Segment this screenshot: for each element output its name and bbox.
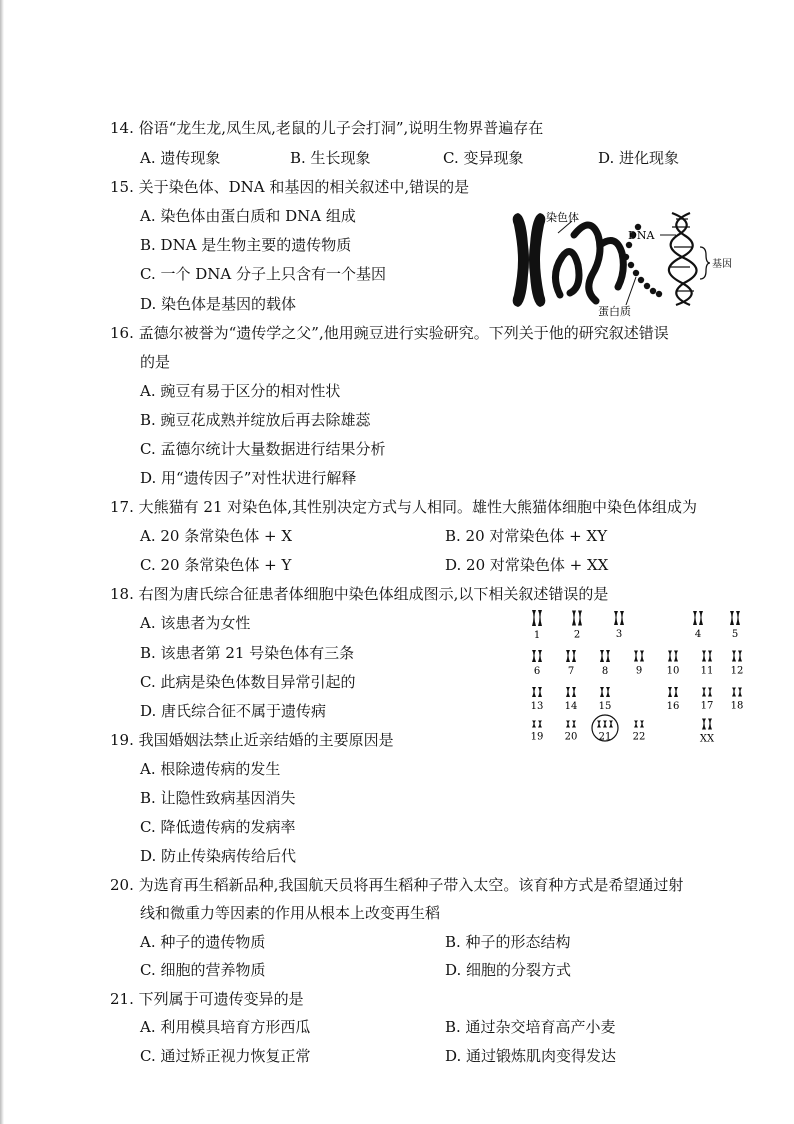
karyotype-label-3: 3 — [615, 629, 623, 640]
gene-brace-icon — [700, 247, 710, 279]
karyotype-label-13: 13 — [530, 701, 544, 712]
question-15-option-a: A. 染色体由蛋白质和 DNA 组成 — [140, 207, 356, 225]
question-15-option-d: D. 染色体是基因的载体 — [140, 295, 297, 313]
chromosome-pair-18 — [731, 688, 744, 712]
question-19-option-b: B. 让隐性致病基因消失 — [140, 789, 296, 807]
karyotype-label-18: 18 — [730, 700, 744, 712]
label-dna: DNA — [628, 229, 655, 242]
question-21-option-a: A. 利用模具培育方形西瓜 — [140, 1018, 311, 1036]
question-20-stem-line1: 20. 为选育再生稻新品种,我国航天员将再生稻种子带入太空。该育种方式是希望通过射 — [110, 876, 684, 894]
label-protein: 蛋白质 — [598, 305, 631, 318]
karyotype-label-6: 6 — [533, 666, 541, 677]
chromosome-pair-21 — [592, 715, 618, 743]
chromosome-dna-figure — [500, 205, 750, 320]
question-16-option-d: D. 用“遗传因子”对性状进行解释 — [140, 469, 357, 487]
question-17-option-d: D. 20 对常染色体 + XX — [445, 556, 609, 574]
question-15-option-c: C. 一个 DNA 分子上只含有一个基因 — [140, 265, 386, 283]
question-14-option-a: A. 遗传现象 — [140, 149, 221, 167]
chromosome-pair-4 — [693, 611, 703, 640]
question-18-option-b: B. 该患者第 21 号染色体有三条 — [140, 644, 355, 662]
chromosome-pair-12 — [731, 651, 744, 677]
chromosome-pair-3 — [614, 611, 624, 640]
karyotype-label-16: 16 — [666, 701, 680, 712]
chromosome-pair-11 — [701, 651, 714, 677]
chromosome-pair-5 — [730, 611, 740, 640]
question-19-option-a: A. 根除遗传病的发生 — [140, 760, 281, 778]
karyotype-label-17: 17 — [700, 700, 714, 712]
chromosome-pair-9 — [634, 651, 644, 677]
chromosome-pair-1 — [532, 610, 542, 641]
question-19-option-c: C. 降低遗传病的发病率 — [140, 818, 296, 836]
karyotype-label-10: 10 — [666, 665, 680, 677]
question-20-option-a: A. 种子的遗传物质 — [140, 933, 266, 951]
question-16-stem-line1: 16. 孟德尔被誉为“遗传学之父”,他用豌豆进行实验研究。下列关于他的研究叙述错误 — [110, 324, 669, 342]
question-17-option-b: B. 20 对常染色体 + XY — [445, 527, 608, 545]
question-14-option-c: C. 变异现象 — [443, 149, 524, 167]
question-21-option-c: C. 通过矫正视力恢复正常 — [140, 1047, 311, 1065]
question-14-option-d: D. 进化现象 — [598, 149, 680, 167]
question-19-option-d: D. 防止传染病传给后代 — [140, 847, 297, 865]
question-18-option-c: C. 此病是染色体数目异常引起的 — [140, 673, 356, 691]
dna-helix-icon — [669, 213, 697, 305]
label-gene: 基因 — [712, 259, 732, 270]
question-20-option-b: B. 种子的形态结构 — [445, 933, 571, 951]
chromosome-pair-10 — [667, 651, 680, 677]
question-17-stem: 17. 大熊猫有 21 对染色体,其性别决定方式与人相同。雄性大熊猫体细胞中染色体组成为 — [110, 498, 698, 516]
chromosome-pair-17 — [701, 688, 714, 712]
question-14-option-b: B. 生长现象 — [290, 149, 371, 167]
question-18-option-a: A. 该患者为女性 — [140, 614, 251, 632]
chromosome-pair-16 — [667, 687, 680, 712]
question-20-option-d: D. 细胞的分裂方式 — [445, 961, 572, 979]
karyotype-label-15: 15 — [598, 701, 612, 712]
chromosome-pair-2 — [572, 611, 582, 641]
karyotype-label-7: 7 — [567, 666, 575, 677]
question-18-option-d: D. 唐氏综合征不属于遗传病 — [140, 702, 327, 720]
protein-pointer — [626, 277, 636, 305]
question-14-stem: 14. 俗语“龙生龙,凤生凤,老鼠的儿子会打洞”,说明生物界普遍存在 — [110, 119, 544, 137]
question-16-option-a: A. 豌豆有易于区分的相对性状 — [140, 382, 341, 400]
question-15-option-b: B. DNA 是生物主要的遗传物质 — [140, 236, 352, 254]
chromatin-coil-icon — [555, 225, 623, 301]
chromosome-pair-19 — [531, 721, 544, 743]
chromosome-pair-14 — [565, 687, 578, 712]
chromosome-pair-7 — [566, 650, 576, 677]
question-21-stem: 21. 下列属于可遗传变异的是 — [110, 990, 304, 1008]
question-16-option-c: C. 孟德尔统计大量数据进行结果分析 — [140, 440, 386, 458]
karyotype-label-11: 11 — [700, 665, 714, 677]
chromosome-pair-6 — [532, 650, 542, 677]
question-16-stem-line2: 的是 — [140, 353, 171, 371]
label-chromosome: 染色体 — [546, 211, 579, 224]
karyotype-label-8: 8 — [601, 666, 609, 677]
question-18-stem: 18. 右图为唐氏综合征患者体细胞中染色体组成图示,以下相关叙述错误的是 — [110, 585, 609, 603]
chromosome-pair-8 — [600, 650, 610, 677]
question-21-option-d: D. 通过锻炼肌肉变得发达 — [445, 1047, 617, 1065]
karyotype-label-1: 1 — [533, 630, 541, 641]
question-17-option-c: C. 20 条常染色体 + Y — [140, 556, 292, 574]
karyotype-label-XX: XX — [699, 733, 715, 745]
karyotype-label-9: 9 — [635, 665, 643, 677]
karyotype-label-20: 20 — [564, 731, 578, 743]
question-19-stem: 19. 我国婚姻法禁止近亲结婚的主要原因是 — [110, 731, 394, 749]
chromosome-pair-15 — [599, 687, 612, 712]
karyotype-label-4: 4 — [694, 629, 702, 640]
chromosome-pair-13 — [531, 687, 544, 712]
chromosome-pair-20 — [565, 721, 578, 743]
karyotype-label-21: 21 — [598, 731, 612, 743]
karyotype-label-5: 5 — [731, 629, 739, 640]
question-15-stem: 15. 关于染色体、DNA 和基因的相关叙述中,错误的是 — [110, 178, 470, 196]
karyotype-label-19: 19 — [530, 731, 544, 743]
karyotype-label-14: 14 — [564, 701, 578, 712]
chromosome-x-icon — [513, 213, 546, 307]
scan-edge — [0, 0, 4, 1124]
karyotype-figure — [515, 610, 755, 750]
question-17-option-a: A. 20 条常染色体 + X — [140, 527, 293, 545]
karyotype-label-2: 2 — [573, 629, 581, 641]
chromosome-pair-XX — [700, 719, 715, 745]
question-20-stem-line2: 线和微重力等因素的作用从根本上改变再生稻 — [140, 904, 441, 922]
question-21-option-b: B. 通过杂交培育高产小麦 — [445, 1018, 616, 1036]
chromosome-pair-22 — [633, 721, 646, 743]
karyotype-label-22: 22 — [632, 731, 646, 743]
question-20-option-c: C. 细胞的营养物质 — [140, 961, 266, 979]
karyotype-label-12: 12 — [730, 665, 744, 677]
question-16-option-b: B. 豌豆花成熟并绽放后再去除雄蕊 — [140, 411, 371, 429]
